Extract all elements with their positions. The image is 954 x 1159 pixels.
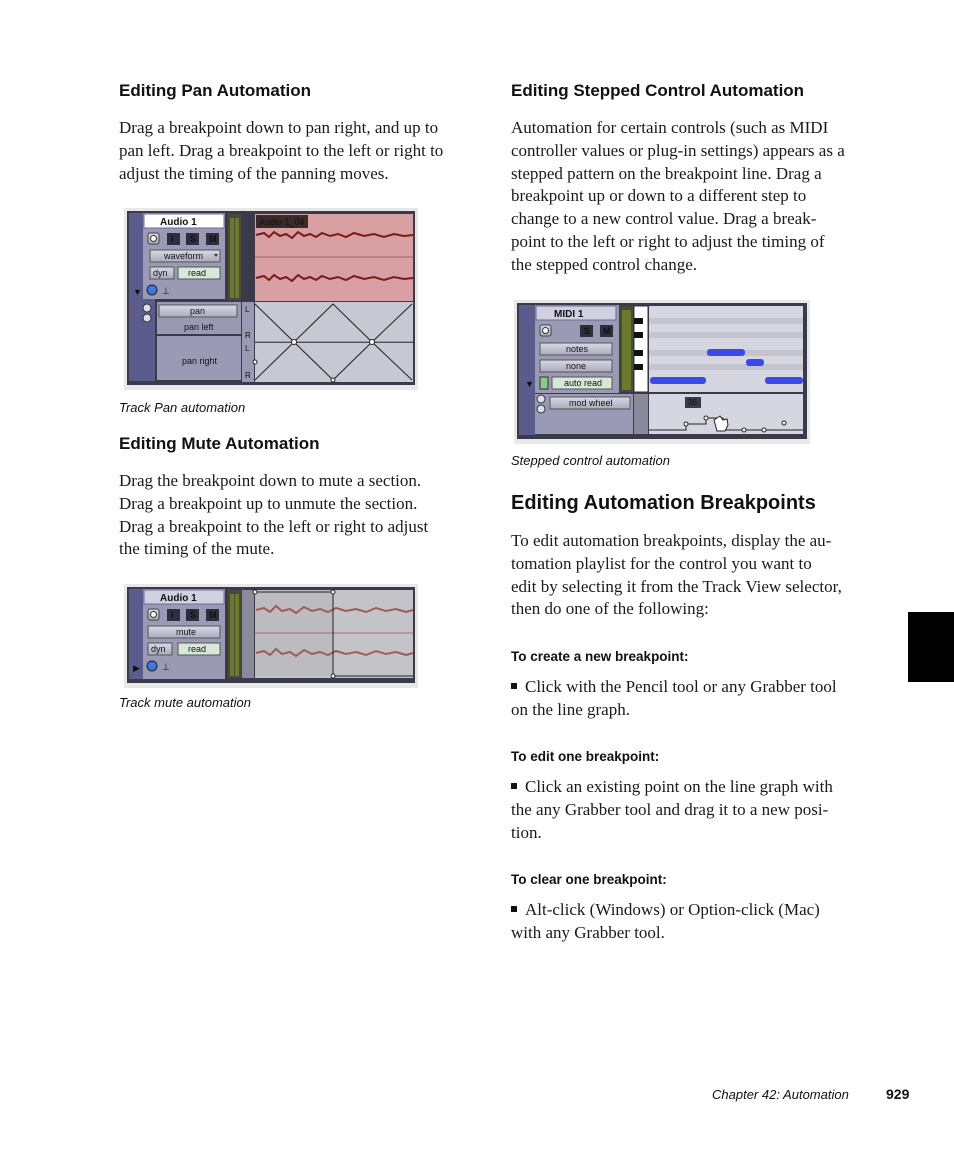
text-line: point to the left or right to adjust the timing of	[511, 231, 825, 251]
text-line: controller values or plug-in settings) appears as a	[511, 140, 845, 160]
figure-track-mute-automation	[124, 584, 418, 688]
mute-label: M	[209, 234, 217, 244]
bullet-icon	[511, 906, 517, 912]
input-label: I	[171, 234, 174, 244]
bullet-create-breakpoint	[511, 676, 881, 722]
track-name-label: Audio 1	[160, 217, 197, 228]
bullet-icon	[511, 783, 517, 789]
text-line: with any Grabber tool.	[511, 922, 665, 942]
svg-text:▼: ▼	[525, 379, 534, 389]
bullet-clear-breakpoint	[511, 899, 881, 945]
bullet-edit-breakpoint	[511, 776, 881, 844]
automation-value-badge: 36	[688, 398, 697, 407]
lane-mod-wheel-selector[interactable]: mod wheel	[569, 398, 613, 408]
paragraph-mute-automation	[119, 470, 489, 561]
text-line: on the line graph.	[511, 699, 630, 719]
view-selector[interactable]: waveform	[164, 251, 204, 261]
text-line: To edit automation breakpoints, display the au-	[511, 531, 832, 550]
procedure-title-create: To create a new breakpoint:	[511, 649, 689, 664]
heading-editing-automation-breakpoints: Editing Automation Breakpoints	[511, 492, 816, 514]
mute-label: M	[209, 610, 217, 620]
figure-stepped-control-automation	[514, 300, 810, 444]
paragraph-breakpoints-intro	[511, 530, 881, 621]
region-name: Audio 1_04	[259, 217, 305, 227]
text-line: Click with the Pencil tool or any Grabber tool	[525, 677, 837, 696]
pan-label-r: R	[245, 331, 251, 340]
heading-pan-automation: Editing Pan Automation	[119, 81, 312, 100]
text-line: pan left. Drag a breakpoint to the left or right to	[119, 140, 444, 160]
text-line: the stepped control change.	[511, 254, 697, 274]
lane-pan-selector[interactable]: pan	[190, 306, 206, 316]
dyn-selector[interactable]: dyn	[151, 644, 166, 654]
footer-chapter: Chapter 42: Automation	[712, 1087, 849, 1102]
paragraph-stepped-automation	[511, 117, 881, 277]
view-selector[interactable]: mute	[176, 627, 197, 637]
svg-text:⊥: ⊥	[162, 286, 170, 296]
text-line: then do one of the following:	[511, 599, 709, 619]
caption-track-pan: Track Pan automation	[119, 400, 246, 415]
track-name-label: Audio 1	[160, 593, 197, 604]
page-number: 929	[886, 1086, 910, 1102]
text-line: Drag a breakpoint up to unmute the section.	[119, 493, 418, 513]
procedure-title-edit: To edit one breakpoint:	[511, 749, 660, 764]
lane-pan-left-label: pan left	[184, 322, 214, 332]
view-selector[interactable]: notes	[566, 344, 589, 354]
text-line: tomation playlist for the control you want to	[511, 553, 812, 573]
pan-label-l: L	[245, 344, 250, 353]
procedure-title-clear: To clear one breakpoint:	[511, 872, 667, 887]
automation-mode[interactable]: auto read	[564, 378, 603, 388]
caption-stepped-control: Stepped control automation	[511, 453, 670, 468]
text-line: Alt-click (Windows) or Option-click (Mac)	[525, 900, 820, 919]
text-line: the any Grabber tool and drag it to a new posi-	[511, 799, 829, 819]
svg-text:▼: ▼	[133, 287, 142, 297]
text-line: Automation for certain controls (such as MIDI	[511, 118, 829, 137]
caption-track-mute: Track mute automation	[119, 695, 251, 710]
mute-label: M	[603, 326, 611, 336]
text-line: the timing of the mute.	[119, 539, 275, 559]
solo-label: S	[190, 610, 197, 620]
chapter-thumb-tab	[908, 612, 954, 682]
dyn-selector[interactable]: none	[566, 361, 587, 371]
pan-label-r: R	[245, 371, 251, 380]
track-name-label: MIDI 1	[554, 309, 584, 320]
text-line: stepped pattern on the breakpoint line. Drag a	[511, 163, 822, 183]
lane-pan-right-label: pan right	[182, 356, 218, 366]
text-line: edit by selecting it from the Track View selector,	[511, 576, 842, 596]
bullet-icon	[511, 683, 517, 689]
solo-label: S	[584, 326, 591, 336]
heading-stepped-automation: Editing Stepped Control Automation	[511, 81, 805, 100]
text-line: Drag a breakpoint to the left or right to adjust	[119, 516, 429, 536]
text-line: Drag the breakpoint down to mute a section.	[119, 471, 422, 490]
text-line: change to a new control value. Drag a break-	[511, 209, 817, 229]
dyn-selector[interactable]: dyn	[153, 268, 168, 278]
svg-text:▶: ▶	[133, 663, 140, 673]
figure-track-pan-automation	[124, 208, 418, 390]
paragraph-pan-automation	[119, 117, 489, 185]
solo-label: S	[190, 234, 197, 244]
automation-mode[interactable]: read	[188, 268, 207, 278]
text-line: Drag a breakpoint down to pan right, and up to	[119, 118, 439, 137]
text-line: breakpoint up or down to a different step to	[511, 186, 807, 206]
text-line: Click an existing point on the line graph with	[525, 777, 833, 796]
svg-text:⊥: ⊥	[162, 662, 170, 672]
text-line: tion.	[511, 822, 542, 842]
text-line: adjust the timing of the panning moves.	[119, 163, 389, 183]
pan-label-l: L	[245, 305, 250, 314]
heading-mute-automation: Editing Mute Automation	[119, 434, 320, 453]
input-label: I	[171, 610, 174, 620]
automation-mode[interactable]: read	[188, 644, 207, 654]
